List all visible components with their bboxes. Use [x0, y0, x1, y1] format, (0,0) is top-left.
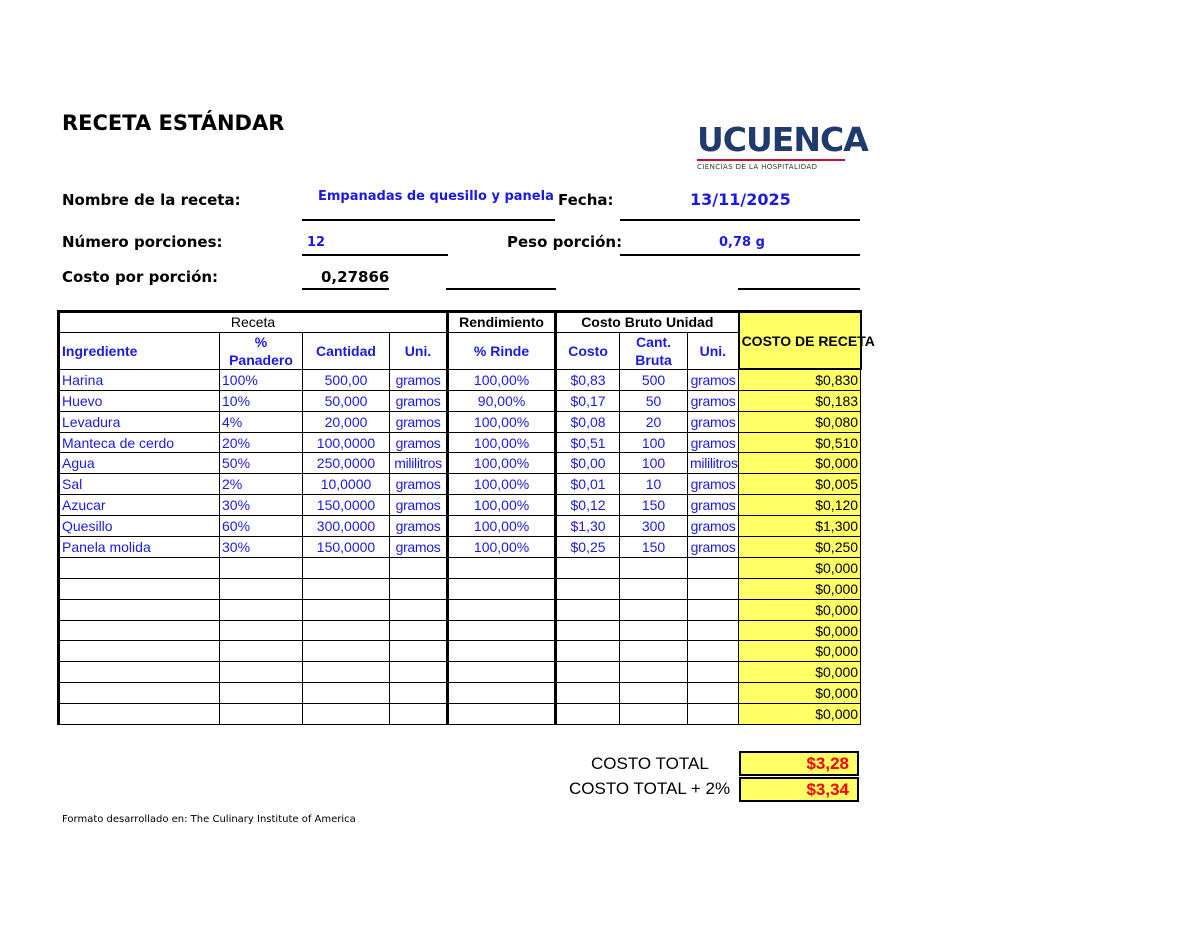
portions-value[interactable]: 12: [307, 235, 326, 250]
table-row: [59, 432, 861, 453]
costo-total-value: $3,28: [739, 751, 859, 776]
cant-bruta-cell[interactable]: 150: [620, 537, 688, 558]
footnote: Formato desarrollado en: The Culinary Institute of America: [62, 814, 356, 825]
rinde-cell[interactable]: 100,00%: [448, 474, 556, 495]
costo-receta-cell[interactable]: $0,250: [739, 537, 861, 558]
costo-cell[interactable]: $0,00: [556, 453, 620, 474]
costo-receta-cell[interactable]: $0,080: [739, 411, 861, 432]
cant-bruta-cell[interactable]: [620, 704, 688, 725]
pct-panadero-cell[interactable]: 20%: [220, 432, 303, 453]
rinde-cell[interactable]: [448, 641, 556, 662]
logo-subtitle: CIENCIAS DE LA HOSPITALIDAD: [697, 163, 818, 171]
uni-cell[interactable]: [390, 641, 448, 662]
cantidad-cell[interactable]: [303, 578, 390, 599]
pct-panadero-cell[interactable]: 60%: [220, 516, 303, 537]
uni-cell[interactable]: gramos: [390, 495, 448, 516]
blank-underline-2: [738, 288, 860, 290]
cant-bruta-cell[interactable]: 20: [620, 411, 688, 432]
cantidad-cell[interactable]: [303, 557, 390, 578]
pct-panadero-cell[interactable]: [220, 620, 303, 641]
ingredient-cell[interactable]: Panela molida: [59, 537, 220, 558]
cant-bruta-cell[interactable]: 100: [620, 432, 688, 453]
uni2-cell[interactable]: [688, 578, 739, 599]
pct-panadero-cell[interactable]: [220, 641, 303, 662]
table-row: [59, 516, 861, 537]
pct-panadero-cell[interactable]: [220, 662, 303, 683]
cantidad-cell[interactable]: 50,000: [303, 390, 390, 411]
costo-total-label: COSTO TOTAL: [591, 754, 709, 773]
ingredient-cell[interactable]: [59, 557, 220, 578]
cantidad-cell[interactable]: 300,0000: [303, 516, 390, 537]
costo-receta-cell[interactable]: $0,000: [739, 662, 861, 683]
table-row: [59, 495, 861, 516]
costo-cell[interactable]: [556, 662, 620, 683]
logo-underline: [697, 159, 845, 161]
cant-bruta-cell[interactable]: 50: [620, 390, 688, 411]
col-ingrediente: Ingrediente: [59, 332, 220, 369]
pct-panadero-cell[interactable]: 50%: [220, 453, 303, 474]
table-row: [59, 411, 861, 432]
uni2-cell[interactable]: gramos: [688, 432, 739, 453]
col-rinde: % Rinde: [448, 332, 556, 369]
uni-cell[interactable]: [390, 683, 448, 704]
cantidad-cell[interactable]: [303, 620, 390, 641]
pct-panadero-cell[interactable]: 100%: [220, 369, 303, 390]
rinde-cell[interactable]: 90,00%: [448, 390, 556, 411]
table-row: [59, 641, 861, 662]
costo-receta-cell[interactable]: $0,000: [739, 578, 861, 599]
costo-receta-cell[interactable]: $0,183: [739, 390, 861, 411]
table-row: [59, 662, 861, 683]
table-row: [59, 704, 861, 725]
group-receta: Receta: [59, 312, 448, 333]
uni-cell[interactable]: [390, 704, 448, 725]
costo-receta-cell[interactable]: $0,000: [739, 557, 861, 578]
rinde-cell[interactable]: 100,00%: [448, 495, 556, 516]
table-row: [59, 683, 861, 704]
costo-receta-cell[interactable]: $0,000: [739, 599, 861, 620]
pct-panadero-cell[interactable]: 30%: [220, 495, 303, 516]
pct-panadero-cell[interactable]: 4%: [220, 411, 303, 432]
cantidad-cell[interactable]: [303, 641, 390, 662]
costo-receta-cell[interactable]: $0,120: [739, 495, 861, 516]
uni2-cell[interactable]: gramos: [688, 390, 739, 411]
uni2-cell[interactable]: gramos: [688, 369, 739, 390]
ucuenca-logo: [697, 120, 868, 171]
pct-panadero-cell[interactable]: [220, 599, 303, 620]
rinde-cell[interactable]: 100,00%: [448, 537, 556, 558]
ingredient-cell[interactable]: Quesillo: [59, 516, 220, 537]
cantidad-cell[interactable]: 100,0000: [303, 432, 390, 453]
uni-cell[interactable]: gramos: [390, 390, 448, 411]
uni2-cell[interactable]: gramos: [688, 411, 739, 432]
table-row: [59, 453, 861, 474]
ingredient-cell[interactable]: [59, 683, 220, 704]
uni-cell[interactable]: mililitros: [390, 453, 448, 474]
costo-cell[interactable]: [556, 599, 620, 620]
date-value[interactable]: 13/11/2025: [690, 190, 791, 209]
cant-bruta-cell[interactable]: [620, 557, 688, 578]
uni2-cell[interactable]: mililitros: [688, 453, 739, 474]
uni2-cell[interactable]: [688, 683, 739, 704]
ingredient-cell[interactable]: Azucar: [59, 495, 220, 516]
table-row: [59, 557, 861, 578]
uni2-cell[interactable]: [688, 704, 739, 725]
cantidad-cell[interactable]: 10,0000: [303, 474, 390, 495]
rinde-cell[interactable]: [448, 557, 556, 578]
pct-panadero-cell[interactable]: [220, 683, 303, 704]
costo-receta-header: COSTO DE RECETA: [739, 312, 861, 370]
recipe-name-value[interactable]: Empanadas de quesillo y panela: [318, 189, 554, 204]
pct-panadero-cell[interactable]: 2%: [220, 474, 303, 495]
ingredient-cell[interactable]: Manteca de cerdo: [59, 432, 220, 453]
uni2-cell[interactable]: gramos: [688, 495, 739, 516]
ingredient-cell[interactable]: [59, 641, 220, 662]
col-cant-bruta-line1: Cant.: [636, 333, 672, 350]
ingredient-cell[interactable]: [59, 578, 220, 599]
costo-receta-cell[interactable]: $0,000: [739, 641, 861, 662]
recipe-name-label: Nombre de la receta:: [62, 191, 241, 209]
col-uni: Uni.: [390, 332, 448, 369]
rinde-cell[interactable]: [448, 683, 556, 704]
costo-receta-cell[interactable]: $0,000: [739, 620, 861, 641]
uni-cell[interactable]: [390, 599, 448, 620]
cant-bruta-cell[interactable]: [620, 683, 688, 704]
col-cant-bruta-line2: Bruta: [635, 351, 672, 368]
pct-panadero-cell[interactable]: 30%: [220, 537, 303, 558]
uni-cell[interactable]: gramos: [390, 432, 448, 453]
portion-weight-label: Peso porción:: [507, 233, 623, 251]
costo-cell[interactable]: [556, 641, 620, 662]
cantidad-cell[interactable]: 150,0000: [303, 495, 390, 516]
cant-bruta-cell[interactable]: [620, 599, 688, 620]
ingredient-cell[interactable]: Huevo: [59, 390, 220, 411]
cant-bruta-cell[interactable]: 300: [620, 516, 688, 537]
table-row: [59, 578, 861, 599]
costo-receta-cell[interactable]: $0,000: [739, 453, 861, 474]
rinde-cell[interactable]: [448, 599, 556, 620]
portion-weight-value[interactable]: 0,78 g: [719, 235, 765, 250]
costo-receta-cell[interactable]: $1,300: [739, 516, 861, 537]
cost-per-portion-underline: [302, 288, 389, 290]
cost-per-portion-label: Costo por porción:: [62, 268, 219, 286]
costo-receta-cell[interactable]: $0,830: [739, 369, 861, 390]
costo-total-2-value: $3,34: [739, 777, 859, 802]
uni2-cell[interactable]: [688, 662, 739, 683]
cantidad-cell[interactable]: 20,000: [303, 411, 390, 432]
uni2-cell[interactable]: gramos: [688, 474, 739, 495]
uni-cell[interactable]: gramos: [390, 411, 448, 432]
uni-cell[interactable]: [390, 557, 448, 578]
blank-underline-1: [446, 288, 556, 290]
uni-cell[interactable]: gramos: [390, 537, 448, 558]
cost-per-portion-value: 0,27866: [321, 268, 390, 286]
uni-cell[interactable]: gramos: [390, 474, 448, 495]
table-row: [59, 474, 861, 495]
ingredient-cell[interactable]: Harina: [59, 369, 220, 390]
pct-panadero-cell[interactable]: 10%: [220, 390, 303, 411]
cant-bruta-cell[interactable]: 150: [620, 495, 688, 516]
rinde-cell[interactable]: [448, 620, 556, 641]
cant-bruta-cell[interactable]: [620, 620, 688, 641]
cant-bruta-cell[interactable]: [620, 641, 688, 662]
uni-cell[interactable]: [390, 620, 448, 641]
date-label: Fecha:: [558, 191, 614, 209]
uni2-cell[interactable]: gramos: [688, 516, 739, 537]
cantidad-cell[interactable]: [303, 599, 390, 620]
cantidad-cell[interactable]: 250,0000: [303, 453, 390, 474]
uni2-cell[interactable]: [688, 620, 739, 641]
costo-total-2-label: COSTO TOTAL + 2%: [569, 779, 731, 798]
table-row: [59, 390, 861, 411]
costo-cell[interactable]: $0,51: [556, 432, 620, 453]
portions-label: Número porciones:: [62, 233, 223, 251]
cantidad-cell[interactable]: [303, 683, 390, 704]
ingredient-cell[interactable]: Levadura: [59, 411, 220, 432]
rinde-cell[interactable]: 100,00%: [448, 369, 556, 390]
costo-cell[interactable]: $0,12: [556, 495, 620, 516]
table-row: [59, 599, 861, 620]
cant-bruta-cell[interactable]: 10: [620, 474, 688, 495]
rinde-cell[interactable]: [448, 704, 556, 725]
group-rendimiento: Rendimiento: [448, 312, 556, 333]
col-cantidad: Cantidad: [303, 332, 390, 369]
uni-cell[interactable]: [390, 578, 448, 599]
recipe-table: [57, 310, 875, 725]
table-row: [59, 620, 861, 641]
uni-cell[interactable]: gramos: [390, 516, 448, 537]
cant-bruta-cell[interactable]: 500: [620, 369, 688, 390]
col-cant-bruta: [620, 332, 688, 369]
cant-bruta-cell[interactable]: [620, 578, 688, 599]
ingredient-cell[interactable]: [59, 620, 220, 641]
table-row: [59, 537, 861, 558]
col-pct-panadero: [220, 332, 303, 369]
table-row: [59, 369, 861, 390]
costo-cell[interactable]: $0,25: [556, 537, 620, 558]
cantidad-cell[interactable]: [303, 662, 390, 683]
rinde-cell[interactable]: [448, 578, 556, 599]
date-underline: [620, 219, 860, 221]
rinde-cell[interactable]: 100,00%: [448, 516, 556, 537]
cantidad-cell[interactable]: 500,00: [303, 369, 390, 390]
pct-panadero-cell[interactable]: [220, 578, 303, 599]
portions-underline: [302, 254, 448, 256]
col-uni2: Uni.: [688, 332, 739, 369]
recipe-name-underline: [302, 219, 555, 221]
cant-bruta-cell[interactable]: 100: [620, 453, 688, 474]
uni-cell[interactable]: [390, 662, 448, 683]
cant-bruta-cell[interactable]: [620, 662, 688, 683]
cantidad-cell[interactable]: [303, 704, 390, 725]
uni2-cell[interactable]: [688, 641, 739, 662]
ingredient-cell[interactable]: [59, 599, 220, 620]
costo-cell[interactable]: $1,30: [556, 516, 620, 537]
costo-cell[interactable]: [556, 620, 620, 641]
ingredient-cell[interactable]: Agua: [59, 453, 220, 474]
costo-receta-cell[interactable]: $0,005: [739, 474, 861, 495]
uni2-cell[interactable]: [688, 599, 739, 620]
rinde-cell[interactable]: [448, 662, 556, 683]
logo-wordmark: UCUENCA: [697, 120, 868, 159]
costo-receta-cell[interactable]: $0,510: [739, 432, 861, 453]
col-pct-panadero-line1: %: [254, 333, 268, 350]
costo-cell[interactable]: [556, 683, 620, 704]
ingredient-cell[interactable]: [59, 704, 220, 725]
group-header-row: [59, 312, 861, 333]
group-costo-bruto: Costo Bruto Unidad: [556, 312, 739, 333]
portion-weight-underline: [620, 254, 860, 256]
ingredient-cell[interactable]: [59, 662, 220, 683]
col-costo: Costo: [556, 332, 620, 369]
costo-cell[interactable]: $0,01: [556, 474, 620, 495]
costo-cell[interactable]: $0,17: [556, 390, 620, 411]
rinde-cell[interactable]: 100,00%: [448, 411, 556, 432]
costo-receta-cell[interactable]: $0,000: [739, 683, 861, 704]
pct-panadero-cell[interactable]: [220, 557, 303, 578]
page-title: RECETA ESTÁNDAR: [62, 111, 285, 135]
costo-receta-cell[interactable]: $0,000: [739, 704, 861, 725]
uni2-cell[interactable]: gramos: [688, 537, 739, 558]
uni-cell[interactable]: gramos: [390, 369, 448, 390]
col-pct-panadero-line2: Panadero: [229, 351, 293, 368]
costo-cell[interactable]: $0,83: [556, 369, 620, 390]
rinde-cell[interactable]: 100,00%: [448, 453, 556, 474]
pct-panadero-cell[interactable]: [220, 704, 303, 725]
costo-cell[interactable]: [556, 578, 620, 599]
rinde-cell[interactable]: 100,00%: [448, 432, 556, 453]
costo-cell[interactable]: [556, 704, 620, 725]
cantidad-cell[interactable]: 150,0000: [303, 537, 390, 558]
ingredient-cell[interactable]: Sal: [59, 474, 220, 495]
costo-cell[interactable]: $0,08: [556, 411, 620, 432]
uni2-cell[interactable]: [688, 557, 739, 578]
costo-cell[interactable]: [556, 557, 620, 578]
